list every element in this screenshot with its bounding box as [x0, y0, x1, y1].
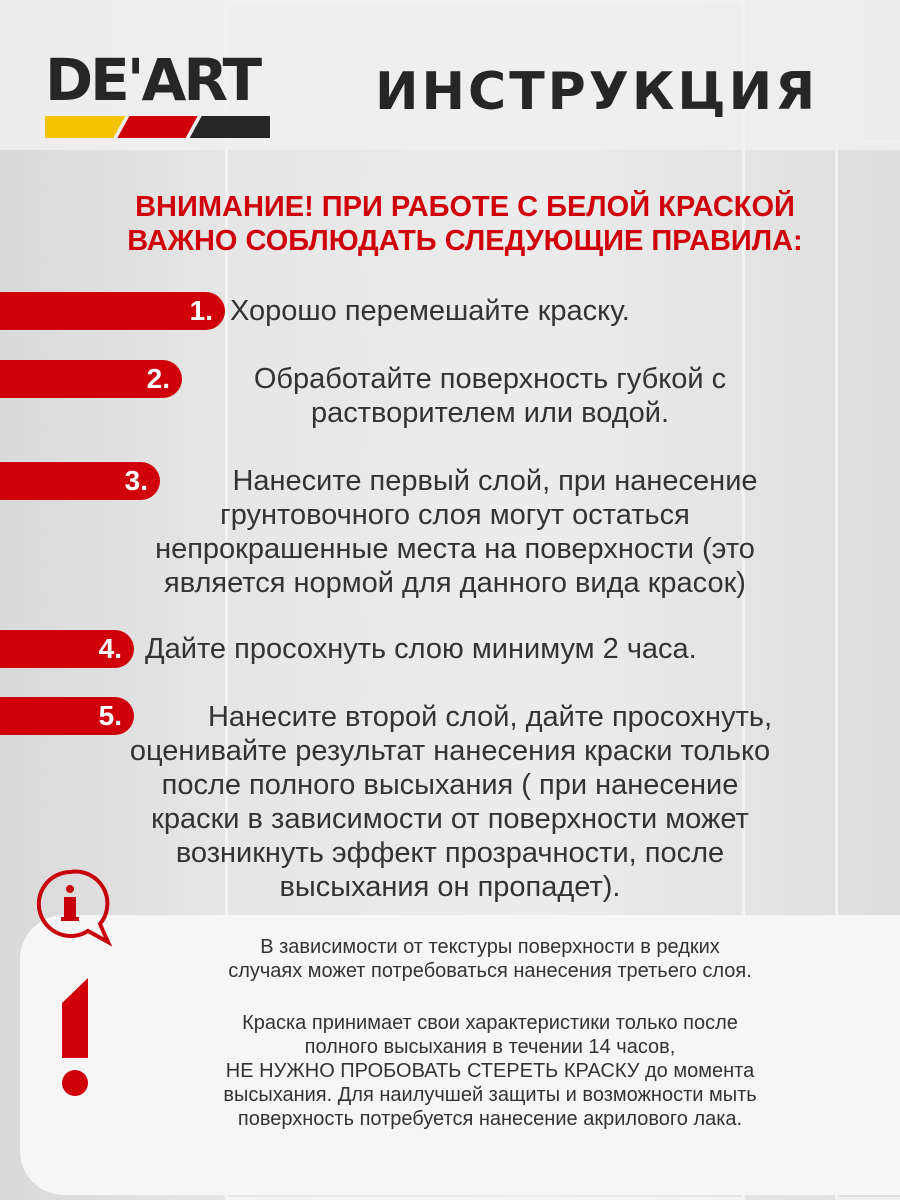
step-text: Обработайте поверхность губкой с растворителем или водой.	[253, 363, 727, 429]
logo-stripe	[45, 116, 270, 138]
step-number: 4.	[0, 630, 134, 668]
step-number: 1.	[0, 292, 225, 330]
exclamation-icon	[58, 978, 88, 1098]
info-bubble-icon	[30, 868, 115, 948]
step-number: 3.	[0, 462, 160, 500]
warning-line: ВНИМАНИЕ! ПРИ РАБОТЕ С БЕЛОЙ КРАСКОЙ	[135, 191, 795, 223]
logo-wordmark: DE'ART	[45, 46, 260, 114]
step-text: Дайте просохнуть слою минимум 2 часа.	[145, 633, 697, 665]
page-title: ИНСТРУКЦИЯ	[375, 62, 819, 122]
deart-logo	[45, 46, 270, 138]
warning-heading	[0, 190, 900, 258]
step-number: 5.	[0, 697, 134, 735]
step-text: Хорошо перемешайте краску.	[230, 295, 630, 327]
notes-box	[20, 915, 900, 1195]
step-number: 2.	[0, 360, 182, 398]
step-text: Нанесите первый слой, при нанесение грунтовочного слоя могут остаться непрокрашенные места на поверхности (это является нормой для данного вида красок)	[155, 465, 758, 599]
note-1: В зависимости от текстуры поверхности в редких случаях может потребоваться нанесения третьего слоя.	[228, 936, 752, 982]
warning-line: ВАЖНО СОБЛЮДАТЬ СЛЕДУЮЩИЕ ПРАВИЛА:	[127, 225, 803, 257]
note-2: Краска принимает свои характеристики только после полного высыхания в течении 14 часов, НЕ НУЖНО ПРОБОВАТЬ СТЕРЕТЬ КРАСКУ до момента высыхания. Для наилучшей защиты и возможности мыть поверхность потребуется нанесение акрилового лака.	[223, 1012, 757, 1130]
step-text: Нанесите второй слой, дайте просохнуть, оценивайте результат нанесения краски только после полного высыхания ( при нанесение краски в зависимости от поверхности может возникнуть эффект прозрачности, после высыхания он пропадет).	[129, 701, 773, 903]
